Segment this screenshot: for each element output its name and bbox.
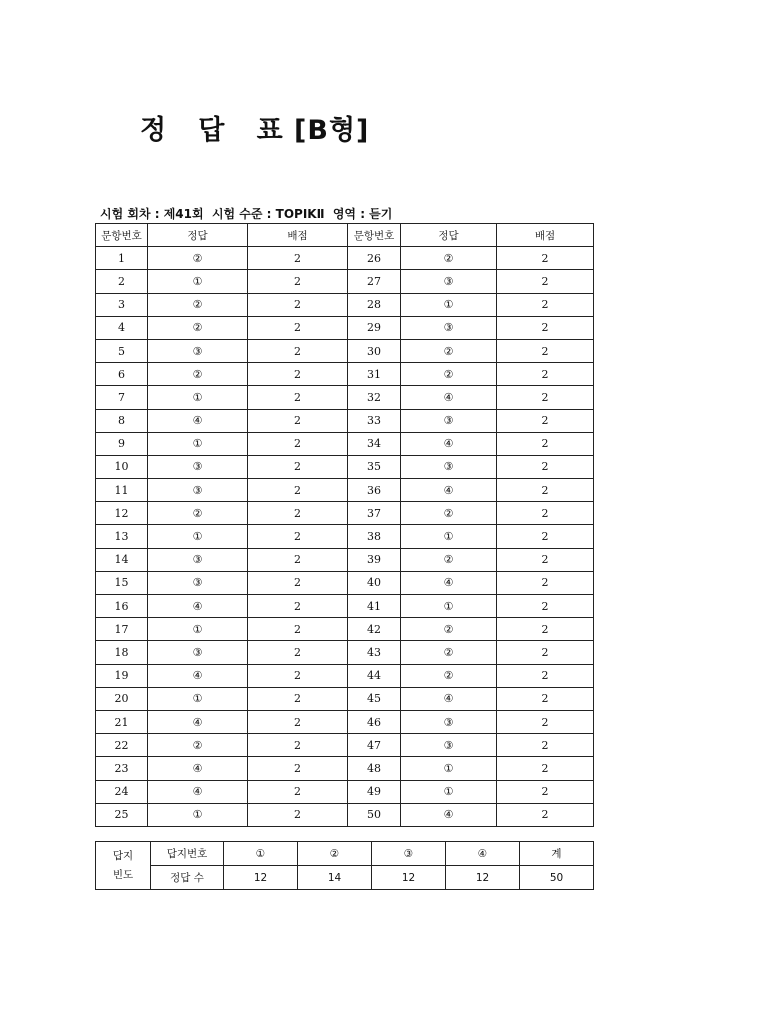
question-number-cell: 48 xyxy=(348,757,401,780)
answer-cell: ① xyxy=(401,780,497,803)
score-cell: 2 xyxy=(248,386,348,409)
question-number-cell: 19 xyxy=(96,664,148,687)
score-cell: 2 xyxy=(248,455,348,478)
answer-cell: ④ xyxy=(401,479,497,502)
table-row xyxy=(96,363,594,386)
question-number-cell: 39 xyxy=(348,548,401,571)
question-number-cell: 17 xyxy=(96,618,148,641)
answer-cell: ③ xyxy=(148,339,248,362)
question-number-cell: 30 xyxy=(348,339,401,362)
exam-info: 시험 회차 : 제41회 시험 수준 : TOPIKⅡ 영역 : 듣기 xyxy=(100,207,393,221)
question-number-cell: 22 xyxy=(96,734,148,757)
table-row xyxy=(96,479,594,502)
question-number-cell: 42 xyxy=(348,618,401,641)
score-cell: 2 xyxy=(497,363,594,386)
score-cell: 2 xyxy=(497,664,594,687)
answer-cell: ② xyxy=(401,339,497,362)
answer-cell: ② xyxy=(401,664,497,687)
question-number-cell: 36 xyxy=(348,479,401,502)
answer-cell: ② xyxy=(401,247,497,270)
answer-cell: ① xyxy=(401,525,497,548)
answer-cell: ② xyxy=(401,363,497,386)
answer-frequency-table xyxy=(95,841,594,890)
answer-table xyxy=(95,223,594,827)
question-number-cell: 27 xyxy=(348,270,401,293)
question-number-cell: 40 xyxy=(348,571,401,594)
answer-cell: ③ xyxy=(401,734,497,757)
table-row xyxy=(96,386,594,409)
frequency-choice-row xyxy=(96,842,594,866)
score-cell: 2 xyxy=(497,316,594,339)
question-number-cell: 7 xyxy=(96,386,148,409)
score-cell: 2 xyxy=(248,780,348,803)
column-header: 문항번호 xyxy=(348,224,401,247)
question-number-cell: 20 xyxy=(96,687,148,710)
count-cell: 12 xyxy=(372,866,446,890)
table-row xyxy=(96,455,594,478)
score-cell: 2 xyxy=(497,409,594,432)
answer-cell: ③ xyxy=(148,548,248,571)
answer-cell: ① xyxy=(401,293,497,316)
answer-cell: ③ xyxy=(401,270,497,293)
table-row xyxy=(96,270,594,293)
score-cell: 2 xyxy=(497,502,594,525)
question-number-cell: 8 xyxy=(96,409,148,432)
question-number-cell: 10 xyxy=(96,455,148,478)
score-cell: 2 xyxy=(497,618,594,641)
table-row xyxy=(96,618,594,641)
score-cell: 2 xyxy=(248,525,348,548)
score-cell: 2 xyxy=(248,502,348,525)
choice-total-label: 계 xyxy=(520,842,594,866)
answer-cell: ① xyxy=(148,525,248,548)
answer-cell: ④ xyxy=(148,664,248,687)
count-total: 50 xyxy=(520,866,594,890)
answer-cell: ④ xyxy=(148,409,248,432)
answer-cell: ② xyxy=(148,363,248,386)
score-cell: 2 xyxy=(248,664,348,687)
answer-cell: ② xyxy=(148,734,248,757)
score-cell: 2 xyxy=(497,432,594,455)
answer-cell: ③ xyxy=(148,455,248,478)
score-cell: 2 xyxy=(248,548,348,571)
score-cell: 2 xyxy=(497,386,594,409)
question-number-cell: 12 xyxy=(96,502,148,525)
score-cell: 2 xyxy=(248,316,348,339)
table-row xyxy=(96,595,594,618)
answer-cell: ① xyxy=(401,757,497,780)
score-cell: 2 xyxy=(248,479,348,502)
answer-cell: ② xyxy=(401,548,497,571)
answer-cell: ③ xyxy=(148,641,248,664)
score-cell: 2 xyxy=(248,757,348,780)
column-header: 배점 xyxy=(248,224,348,247)
score-cell: 2 xyxy=(497,270,594,293)
score-cell: 2 xyxy=(497,525,594,548)
question-number-cell: 50 xyxy=(348,803,401,826)
question-number-cell: 46 xyxy=(348,710,401,733)
answer-cell: ② xyxy=(401,641,497,664)
answer-cell: ③ xyxy=(401,409,497,432)
score-cell: 2 xyxy=(497,455,594,478)
question-number-cell: 18 xyxy=(96,641,148,664)
question-number-cell: 45 xyxy=(348,687,401,710)
answer-cell: ③ xyxy=(148,571,248,594)
count-cell: 12 xyxy=(224,866,298,890)
score-cell: 2 xyxy=(497,687,594,710)
score-cell: 2 xyxy=(248,641,348,664)
column-header: 정답 xyxy=(148,224,248,247)
frequency-count-row xyxy=(96,866,594,890)
question-number-cell: 4 xyxy=(96,316,148,339)
table-row xyxy=(96,803,594,826)
score-cell: 2 xyxy=(248,432,348,455)
answer-cell: ④ xyxy=(401,571,497,594)
choice-cell: ④ xyxy=(446,842,520,866)
choice-cell: ① xyxy=(224,842,298,866)
question-number-cell: 47 xyxy=(348,734,401,757)
question-number-cell: 29 xyxy=(348,316,401,339)
table-row xyxy=(96,710,594,733)
answer-cell: ① xyxy=(148,803,248,826)
question-number-cell: 44 xyxy=(348,664,401,687)
question-number-cell: 43 xyxy=(348,641,401,664)
question-number-cell: 15 xyxy=(96,571,148,594)
table-header-row xyxy=(96,224,594,247)
column-header: 문항번호 xyxy=(96,224,148,247)
score-cell: 2 xyxy=(248,363,348,386)
answer-cell: ① xyxy=(148,687,248,710)
choice-cell: ② xyxy=(298,842,372,866)
table-row xyxy=(96,641,594,664)
answer-cell: ④ xyxy=(148,595,248,618)
table-row xyxy=(96,316,594,339)
score-cell: 2 xyxy=(497,571,594,594)
score-cell: 2 xyxy=(497,479,594,502)
question-number-cell: 3 xyxy=(96,293,148,316)
answer-cell: ④ xyxy=(148,780,248,803)
answer-cell: ② xyxy=(401,618,497,641)
answer-cell: ④ xyxy=(401,432,497,455)
question-number-cell: 41 xyxy=(348,595,401,618)
score-cell: 2 xyxy=(248,687,348,710)
question-number-cell: 34 xyxy=(348,432,401,455)
score-cell: 2 xyxy=(248,618,348,641)
column-header: 배점 xyxy=(497,224,594,247)
answer-cell: ③ xyxy=(401,316,497,339)
answer-cell: ① xyxy=(148,618,248,641)
answer-cell: ④ xyxy=(401,386,497,409)
table-row xyxy=(96,757,594,780)
table-row xyxy=(96,548,594,571)
answer-cell: ② xyxy=(148,316,248,339)
score-cell: 2 xyxy=(497,293,594,316)
question-number-cell: 28 xyxy=(348,293,401,316)
question-number-cell: 24 xyxy=(96,780,148,803)
question-number-cell: 16 xyxy=(96,595,148,618)
frequency-row-header-line: 답지 xyxy=(112,849,134,862)
score-cell: 2 xyxy=(497,757,594,780)
table-row xyxy=(96,525,594,548)
answer-cell: ④ xyxy=(148,710,248,733)
answer-cell: ② xyxy=(148,247,248,270)
score-cell: 2 xyxy=(248,803,348,826)
question-number-cell: 13 xyxy=(96,525,148,548)
answer-table-body xyxy=(96,247,594,827)
table-row xyxy=(96,571,594,594)
question-number-cell: 31 xyxy=(348,363,401,386)
score-cell: 2 xyxy=(497,780,594,803)
choice-cell: ③ xyxy=(372,842,446,866)
choice-number-label: 답지번호 xyxy=(151,842,224,866)
question-number-cell: 6 xyxy=(96,363,148,386)
question-number-cell: 35 xyxy=(348,455,401,478)
question-number-cell: 25 xyxy=(96,803,148,826)
question-number-cell: 38 xyxy=(348,525,401,548)
score-cell: 2 xyxy=(248,595,348,618)
score-cell: 2 xyxy=(248,247,348,270)
question-number-cell: 14 xyxy=(96,548,148,571)
score-cell: 2 xyxy=(497,339,594,362)
question-number-cell: 26 xyxy=(348,247,401,270)
score-cell: 2 xyxy=(497,710,594,733)
answer-cell: ② xyxy=(148,502,248,525)
question-number-cell: 23 xyxy=(96,757,148,780)
score-cell: 2 xyxy=(248,710,348,733)
count-cell: 12 xyxy=(446,866,520,890)
answer-cell: ② xyxy=(401,502,497,525)
score-cell: 2 xyxy=(497,641,594,664)
score-cell: 2 xyxy=(248,409,348,432)
question-number-cell: 21 xyxy=(96,710,148,733)
table-row xyxy=(96,664,594,687)
score-cell: 2 xyxy=(248,734,348,757)
question-number-cell: 5 xyxy=(96,339,148,362)
answer-cell: ① xyxy=(148,386,248,409)
question-number-cell: 32 xyxy=(348,386,401,409)
table-row xyxy=(96,734,594,757)
score-cell: 2 xyxy=(248,571,348,594)
count-cell: 14 xyxy=(298,866,372,890)
score-cell: 2 xyxy=(497,595,594,618)
table-row xyxy=(96,339,594,362)
answer-cell: ① xyxy=(401,595,497,618)
question-number-cell: 33 xyxy=(348,409,401,432)
frequency-row-header-line: 빈도 xyxy=(112,868,134,881)
score-cell: 2 xyxy=(497,247,594,270)
score-cell: 2 xyxy=(248,293,348,316)
table-row xyxy=(96,247,594,270)
question-number-cell: 1 xyxy=(96,247,148,270)
table-row xyxy=(96,293,594,316)
question-number-cell: 11 xyxy=(96,479,148,502)
table-row xyxy=(96,432,594,455)
answer-cell: ④ xyxy=(401,687,497,710)
score-cell: 2 xyxy=(497,803,594,826)
answer-count-label: 정답 수 xyxy=(151,866,224,890)
answer-cell: ① xyxy=(148,270,248,293)
answer-cell: ① xyxy=(148,432,248,455)
score-cell: 2 xyxy=(497,548,594,571)
answer-cell: ③ xyxy=(148,479,248,502)
table-row xyxy=(96,687,594,710)
answer-cell: ② xyxy=(148,293,248,316)
question-number-cell: 9 xyxy=(96,432,148,455)
column-header: 정답 xyxy=(401,224,497,247)
score-cell: 2 xyxy=(248,270,348,293)
answer-cell: ③ xyxy=(401,455,497,478)
page-title: 정 답 표 [B형] xyxy=(140,115,370,146)
table-row xyxy=(96,502,594,525)
question-number-cell: 49 xyxy=(348,780,401,803)
frequency-row-header xyxy=(96,842,151,890)
score-cell: 2 xyxy=(497,734,594,757)
answer-cell: ④ xyxy=(401,803,497,826)
score-cell: 2 xyxy=(248,339,348,362)
question-number-cell: 37 xyxy=(348,502,401,525)
answer-cell: ③ xyxy=(401,710,497,733)
table-row xyxy=(96,780,594,803)
answer-cell: ④ xyxy=(148,757,248,780)
table-row xyxy=(96,409,594,432)
question-number-cell: 2 xyxy=(96,270,148,293)
